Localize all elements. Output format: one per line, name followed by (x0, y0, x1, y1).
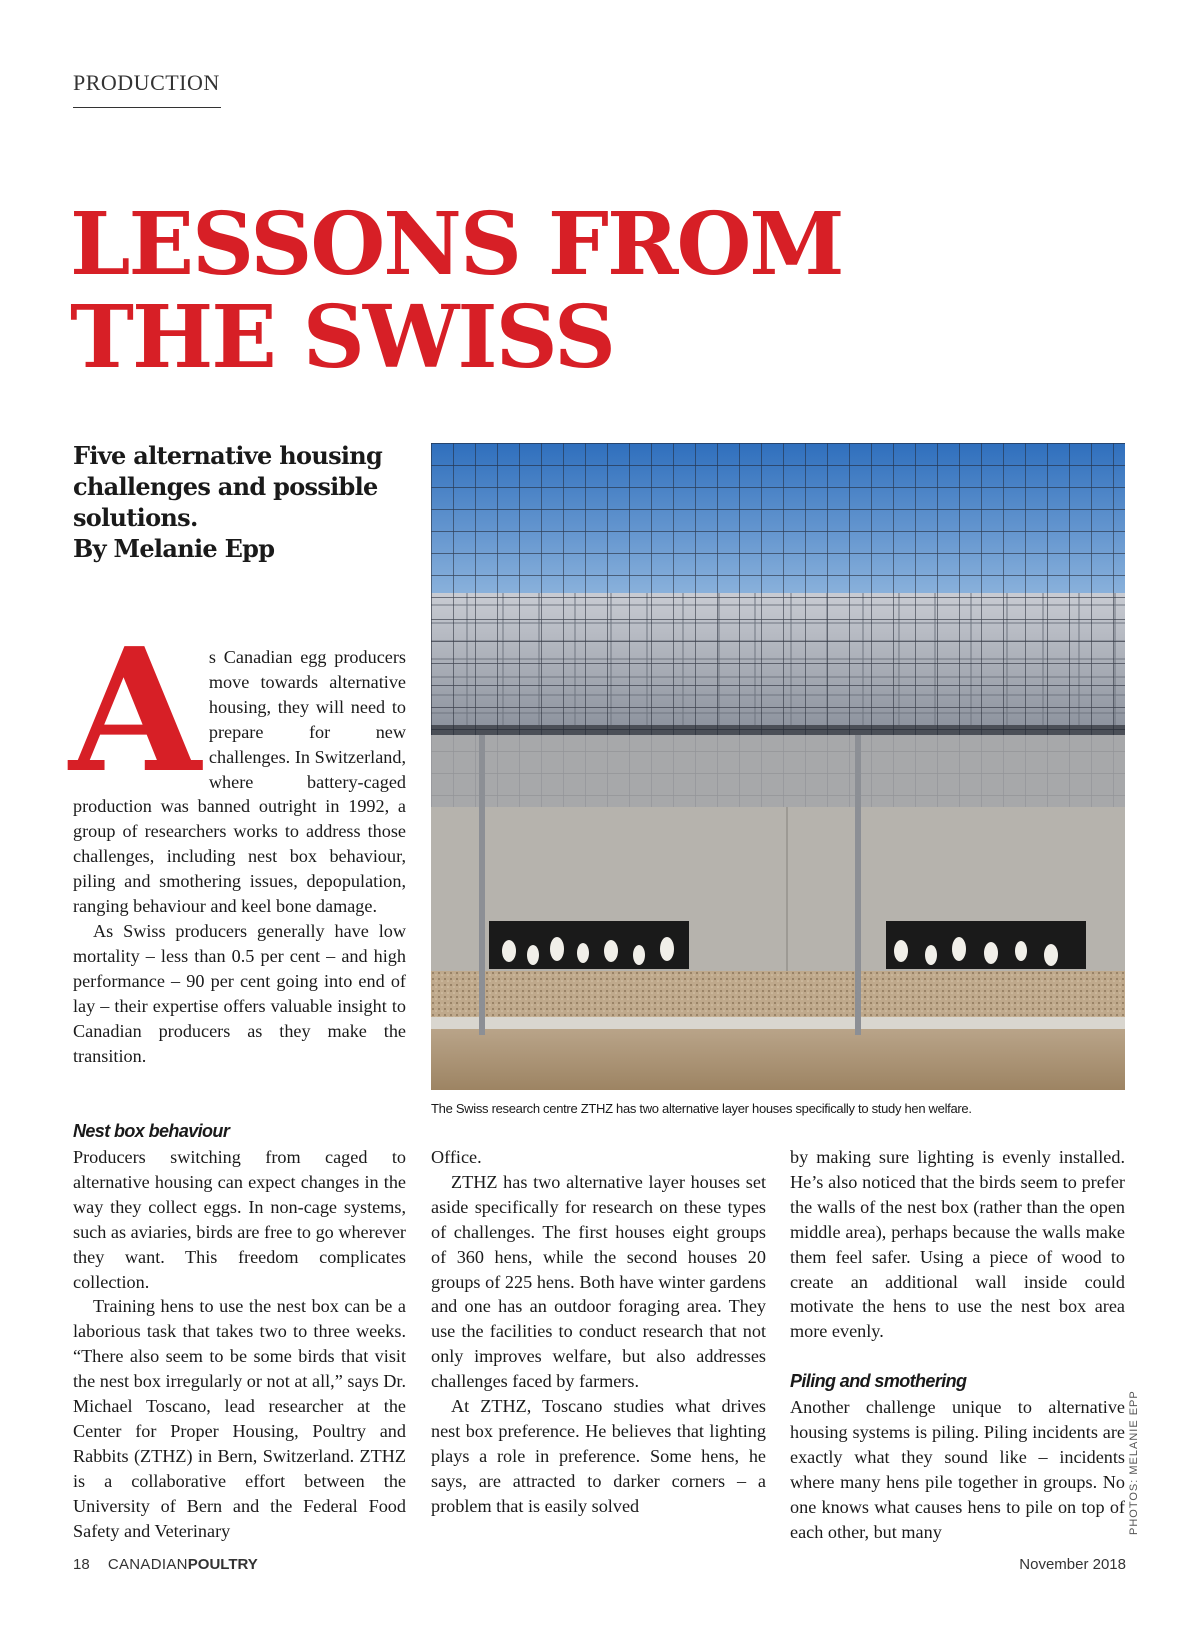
nest-box-paragraph-2: Training hens to use the nest box can be a laborious task that takes two to three weeks. “There also seem to be some birds that visit the nest box irregularly or not at all,” says Dr. Michael Toscano, lead researcher at the Center for Proper Housing, Poultry and Rabbits (ZTHZ) in Bern, Switzerland. ZTHZ is a collaborative effort between the University of Bern and the Federal Food Safety and Veterinary (73, 1296, 406, 1541)
headline (70, 194, 843, 388)
intro-paragraph-2: As Swiss producers generally have low mortality – less than 0.5 per cent – and high performance – 90 per cent going into end of lay – their expertise offers valuable insight to Canadian producers as they make the transition. (73, 920, 406, 1066)
nest-box-paragraph-1: Producers switching from caged to alternative housing can expect changes in the way they collect eggs. In non-cage systems, such as aviaries, birds are free to go wherever they want. This freedom complicates collection. (73, 1147, 406, 1292)
headline-line-2: THE SWISS (70, 287, 614, 388)
layer-house-photo (431, 443, 1125, 1090)
footer-folio (73, 1556, 258, 1573)
nest-box-paragraph-4: At ZTHZ, Toscano studies what drives nest box preference. He believes that lighting plays a role in preference. Some hens, he says, are attracted to darker corners – a problem that is easily solved (431, 1396, 766, 1516)
deck: Five alternative housing challenges and possible solutions. (73, 441, 383, 532)
lead-photo (431, 443, 1125, 1090)
intro-column (69, 611, 406, 1068)
magazine-name-part-2: POULTRY (187, 1556, 258, 1573)
issue-date: November 2018 (1019, 1556, 1126, 1573)
body-column-1 (73, 1118, 406, 1544)
body-column-2 (431, 1145, 766, 1519)
page-number: 18 (73, 1556, 90, 1573)
subhead-nest-box: Nest box behaviour (73, 1121, 230, 1141)
body-column-3 (790, 1145, 1125, 1545)
piling-paragraph-1: Another challenge unique to alternative housing systems is piling. Piling incidents are exactly what they sound like – incidents where many hens pile together in groups. No one knows what causes hens to pile on top of each other, but many (790, 1397, 1125, 1542)
nest-box-paragraph-2-continued: Office. (431, 1147, 482, 1167)
headline-line-1: LESSONS FROM (70, 194, 843, 295)
drop-cap: A (69, 611, 201, 811)
magazine-name-part-1: CANADIAN (107, 1556, 188, 1573)
intro-paragraph-1: s Canadian egg producers move towards alternative housing, they will need to prepare for new challenges. In Switzerland, where battery-caged production was banned outright in 1992, a group of researchers works to address those challenges, including nest box behaviour, piling and smothering issues, depopulation, ranging behaviour and keel bone damage. (73, 647, 406, 917)
byline: By Melanie Epp (73, 534, 275, 563)
section-label: PRODUCTION (73, 70, 220, 95)
photo-credit: PHOTOS: MELANIE EPP (1128, 1390, 1140, 1535)
nest-box-paragraph-4-continued: by making sure lighting is evenly installed. He’s also noticed that the birds seem to prefer the walls of the nest box (rather than the open middle area), perhaps because the walls make them feel safer. Using a piece of wood to create an additional wall inside could motivate the hens to use the nest box area more evenly. (790, 1147, 1125, 1342)
section-rule (73, 107, 221, 108)
subhead-piling: Piling and smothering (790, 1371, 967, 1392)
photo-caption: The Swiss research centre ZTHZ has two alternative layer houses specifically to study hen welfare. (431, 1101, 972, 1116)
nest-box-paragraph-3: ZTHZ has two alternative layer houses set aside specifically for research on these types of challenges. The first houses eight groups of 360 hens, while the second houses 20 groups of 225 hens. Both have winter gardens and one has an outdoor foraging area. They use the facilities to conduct research that not only improves welfare, but also addresses challenges faced by farmers. (431, 1171, 766, 1392)
